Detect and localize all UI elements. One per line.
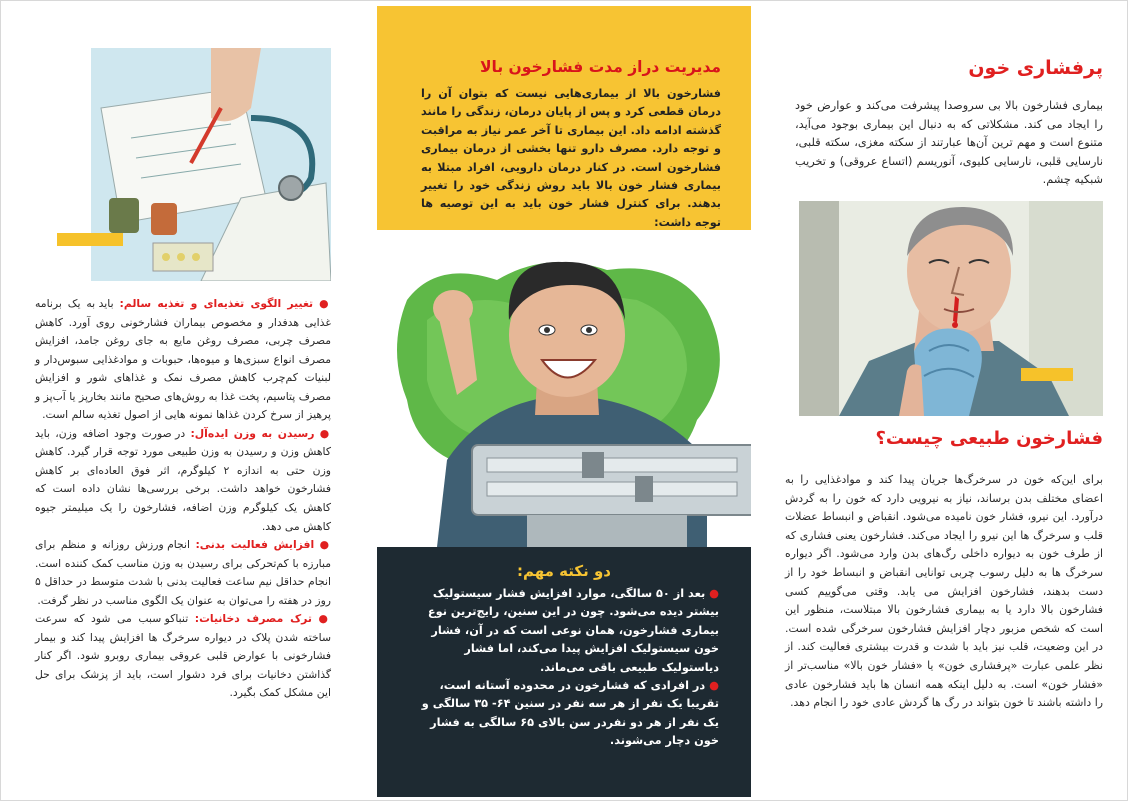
- recommendation-item: [35, 610, 331, 703]
- recommendation-text: در صورت وجود اضافه وزن، باید کاهش وزن و رسیدن به وزن طبیعی مورد توجه قرار گیرد. کاهش وزن حتی به اندازه ۲ کیلوگرم، اثر فوق العاده‌ای بر کاهش فشارخون خواهد داشت. برخی بررسی‌ها نشان داده است که کاهش یک کیلوگرم وزن اضافه، فشارخون را یک میلیمتر جیوه کاهش می دهد.: [35, 426, 331, 533]
- decorative-yellow-bar: [1021, 368, 1073, 381]
- recommendation-item: [35, 536, 331, 610]
- intro-paragraph: بیماری فشارخون بالا بی سروصدا پیشرفت می‌کند و عوارض خود را ایجاد می کند. مشکلاتی که به دنبال این بیماری بوجود می‌آید، متنوع است و مهم ترین آن‌ها عبارتند از سکته مغزی، سکته قلبی، نارسایی قلبی، نارسایی کلیوی، آنوریسم (اتساع عروقی) و تخریب شبکیه چشم.: [795, 99, 1103, 187]
- note-item: [419, 677, 719, 751]
- recommendation-heading: افزایش فعالیت بدنی:: [195, 538, 315, 552]
- man-nosebleed-drawing: [799, 201, 1103, 416]
- section-title-hypertension: پرفشاری خون: [968, 57, 1103, 79]
- note-text: بعد از ۵۰ سالگی، موارد افزایش فشار سیستولیک بیشتر دیده می‌شود. چون در این سنین، رایج‌ترین نوع بیماری فشارخون، همان نوعی است که در آن، فشار خون سیستولیک افزایش پیدا می‌کند، اما فشار دیاستولیک طبیعی باقی می‌ماند.: [427, 587, 719, 674]
- nosebleed-illustration: [799, 201, 1103, 416]
- bullet-icon: ●: [319, 426, 331, 440]
- scale-illustration: [377, 230, 751, 547]
- recommendation-text: تنباکو سبب می شود که سرعت ساخته شدن پلاک در دیواره سرخرگ ها افزایش پیدا کند و بیمار فشارخونی با عوارض قلبی عروقی بیماری روبرو شود. اگر کنار گذاشتن دخانیات برای فرد دشوار است، باید از پزشک برای حل این مشکل کمک بگیرد.: [35, 612, 331, 700]
- bullet-icon: ●: [319, 297, 332, 310]
- happy-man-on-scale-drawing: [377, 230, 751, 547]
- bullet-icon: ●: [709, 679, 719, 693]
- note-text: در افرادی که فشارخون در محدوده آستانه است، تقریبا یک نفر از هر سه نفر در سنین ۶۴- ۳۵ سالگی و یک نفر از هر دو نفردر سن بالای ۶۵ سالگی به فشار خون دچار می‌شوند.: [421, 679, 719, 748]
- recommendation-item: [35, 425, 331, 536]
- bullet-icon: ●: [709, 587, 719, 600]
- notes-list: [419, 585, 719, 751]
- recommendation-text: باید به یک برنامه غذایی هدفدار و مخصوص بیماران فشارخونی روی آورد. کاهش مصرف چربی، مصرف روغن مایع به جای روغن جامد، افزایش مصرف انواع سبزی‌ها و میوه‌ها، حبوبات و موادغذایی سبوس‌دار و لبنیات کم‌چرب کاهش مصرف نمک و غذاهای شور و افزایش مصرف پتاسیم، پخت غذا به روش‌های صحیح مانند بخارپز یا آب‌پز و پرهیز از سرخ کردن غذاها نمونه هایی از اصول تغذیه سالم است.: [35, 297, 331, 422]
- recommendation-heading: ترک مصرف دخانیات:: [194, 612, 312, 626]
- decorative-yellow-bar: [57, 233, 123, 246]
- bullet-icon: ●: [319, 538, 332, 552]
- notes-title: دو نکته مهم:: [517, 562, 611, 580]
- recommendation-item: [35, 295, 331, 425]
- recommendation-heading: تغییر الگوی تغذیه‌ای و تغذیه سالم:: [119, 297, 314, 310]
- section-title-normal-bp: فشارخون طبیعی چیست؟: [875, 428, 1103, 449]
- management-paragraph: فشارخون بالا از بیماری‌هایی نیست که بتوان آن را درمان قطعی کرد و پس از پایان درمان، زندگی را مانند گذشته ادامه داد. این بیماری تا آخر عمر نیاز به مراقبت و توجه دارد. مصرف دارو تنها بخشی از درمان بیماری فشارخون است. در کنار درمان دارویی، افراد مبتلا به بیماری فشار خون بالا باید روش زندگی خود را تغییر بدهند. برای کنترل فشار خون باید به این توصیه ها توجه داشت:: [421, 87, 721, 229]
- bullet-icon: ●: [318, 612, 332, 626]
- recommendation-heading: رسیدن به وزن ایده‌آل:: [190, 426, 315, 440]
- normal-bp-paragraph: برای این‌که خون در سرخرگ‌ها جریان پیدا کند و موادغذایی را به اعضای مختلف بدن برساند، نیاز به نیرویی دارد که خون را به گردش درآورد. این نیرو، فشار خون نامیده می‌شود. انقباض و انبساط عضلات قلب و سرخرگ ها این نیرو را ایجاد می‌کند. فشارخون یعنی فشاری که از طرف خون به دیواره داخلی رگ‌های بدن وارد می‌شود. اگر دیواره سرخرگ ها به دلیل رسوب چربی توانایی انقباض و انبساط خود را از دست بدهند، فشارخون افزایش می یابد. وقتی می‌گوییم کسی فشارخون بالا دارد یا به بیماری فشارخون بالا مبتلاست، منظور این است که شخص مزبور دچار افزایش فشارخون سرخرگی شده است. در این وضعیت، قلب نیز باید با شدت و قدرت بیشتری فعالیت کند. از نظر علمی عبارت «پرفشاری خون» یا «فشار خون بالا» مناسب‌تر از «فشار خون» است. به دلیل اینکه همه انسان ها باید فشارخون عادی را داشته باشند تا خون بتواند در رگ ها گردش عادی خود را انجام دهد.: [785, 473, 1103, 710]
- recommendation-text: انجام ورزش روزانه و منظم برای مبارزه با کم‌تحرکی برای رسیدن به وزن مناسب کمک کننده است. انجام حداقل نیم ساعت فعالیت بدنی با شدت متوسط در حداقل ۵ روز در هفته را می‌توان به عنوان یک الگوی مناسب در نظر گرفت.: [35, 538, 331, 607]
- recommendations-list: [35, 295, 331, 703]
- prescription-drawing: [91, 48, 331, 281]
- prescription-illustration: [91, 48, 331, 281]
- note-item: [419, 585, 719, 677]
- section-title-management: مدیریت دراز مدت فشارخون بالا: [479, 58, 721, 76]
